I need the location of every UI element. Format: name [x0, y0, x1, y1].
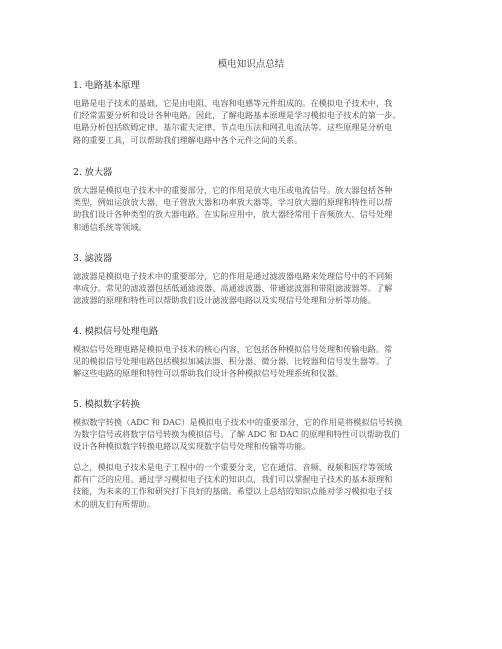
text-line: 路的重要工具，可以帮助我们理解电路中各个元件之间的关系。: [73, 134, 303, 145]
text-line: 放大器是模拟电子技术中的重要部分，它的作用是放大电压或电流信号。放大器包括各种: [73, 185, 393, 195]
text-line: 助我们设计各种类型的放大器电路。在实际应用中，放大器经常用于音频放大、信号处理: [73, 209, 393, 220]
section-heading: 5. 模拟数字转换: [73, 399, 140, 410]
conclusion-paragraph: [73, 461, 392, 510]
section-heading: 4. 模拟信号处理电路: [73, 326, 159, 337]
section-paragraph: [73, 343, 392, 380]
text-line: 和通信系统等领域。: [73, 221, 147, 232]
text-line: 滤波器的原理和特性可以帮助我们设计滤波器电路以及实现信号处理和分析等功能。: [73, 295, 376, 306]
text-line: 都有广泛的应用。通过学习模拟电子技术的知识点，我们可以掌握电子技术的基本原理和: [73, 474, 393, 485]
text-line: 电路是电子技术的基础，它是由电阻、电容和电感等元件组成的。在模拟电子技术中，我: [73, 98, 393, 108]
section-paragraph: [73, 270, 392, 307]
text-line: 解这些电路的原理和特性可以帮助我们设计各种模拟信号处理系统和仪器。: [73, 368, 344, 379]
text-line: 为数字信号或将数字信号转换为模拟信号。了解 ADC 和 DAC 的原理和特性可以帮助我们: [73, 429, 400, 440]
text-line: 术的朋友们有所帮助。: [73, 498, 155, 509]
text-line: 类型，例如运放放大器、电子管放大器和功率放大器等。学习放大器的原理和特性可以帮: [73, 197, 393, 208]
section-heading: 1. 电路基本原理: [73, 80, 140, 91]
text-line: 滤波器是模拟电子技术中的重要部分，它的作用是通过滤波器电路来处理信号中的不同频: [73, 271, 393, 281]
section-paragraph: [73, 184, 392, 233]
text-line: 模拟数字转换（ADC 和 DAC）是模拟电子技术中的重要部分，它的作用是将模拟信号转换: [73, 417, 403, 427]
section-heading: 2. 放大器: [73, 167, 113, 178]
text-line: 总之，模拟电子技术是电子工程中的一个重要分支，它在通信、音频、视频和医疗等领域: [73, 462, 393, 472]
text-line: 设计各种模拟数字转换电路以及实现数字信号处理和传输等功能。: [73, 441, 311, 452]
section-heading: 3. 滤波器: [73, 253, 113, 264]
text-line: 电路分析包括欧姆定律、基尔霍夫定律、节点电压法和网孔电流法等。这些原理是分析电: [73, 122, 393, 133]
document-title: 模电知识点总结: [217, 59, 285, 70]
text-line: 技能，为未来的工作和研究打下良好的基础。希望以上总结的知识点能对学习模拟电子技: [73, 486, 393, 497]
text-line: 们经常需要分析和设计各种电路。因此，了解电路基本原理是学习模拟电子技术的第一步。: [73, 110, 401, 121]
text-line: 见的模拟信号处理电路包括模拟加减法器、积分器、微分器、比较器和信号发生器等。了: [73, 356, 393, 367]
section-paragraph: [73, 97, 401, 146]
text-line: 率成分。常见的滤波器包括低通滤波器、高通滤波器、带通滤波器和带阻滤波器等。了解: [73, 283, 393, 294]
text-line: 模拟信号处理电路是模拟电子技术的核心内容，它包括各种模拟信号处理和传输电路。常: [73, 344, 393, 354]
section-paragraph: [73, 416, 402, 453]
